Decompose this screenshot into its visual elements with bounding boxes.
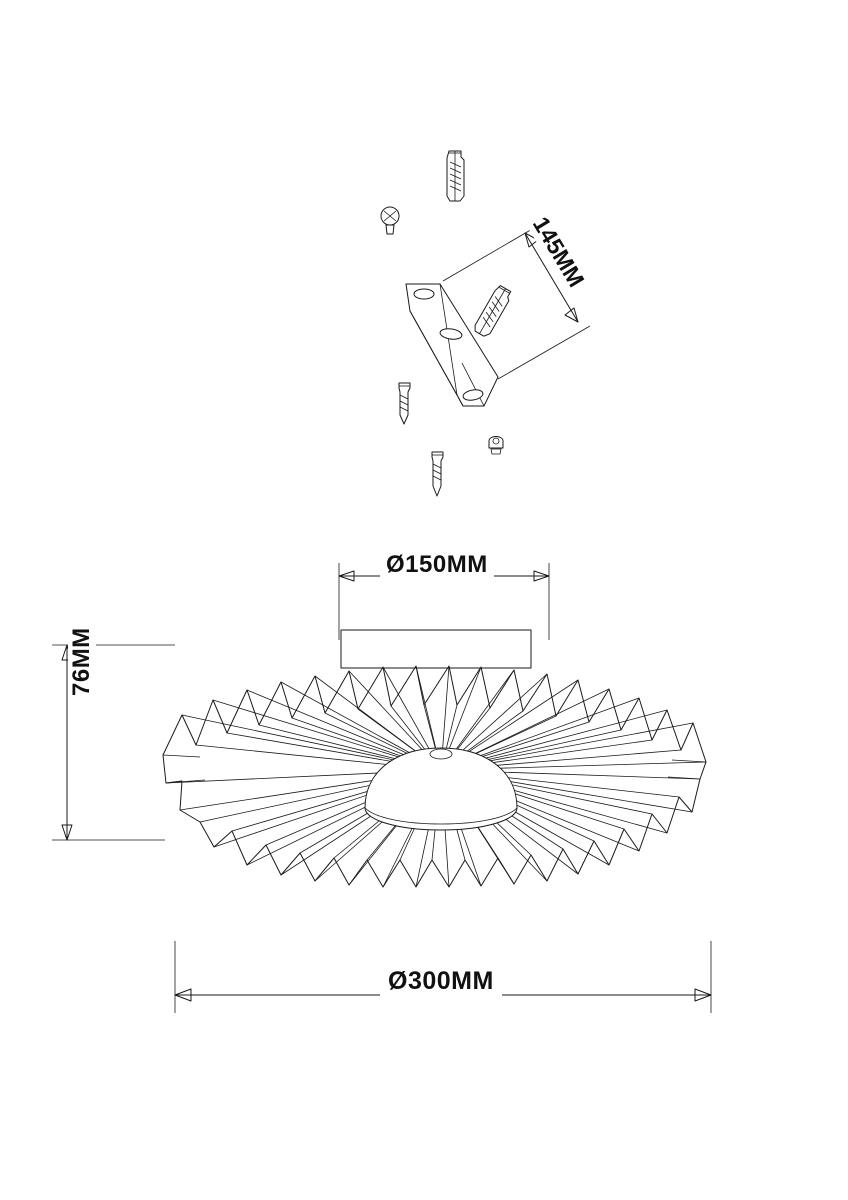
lamp-fixture bbox=[163, 630, 706, 887]
cap-nut-part bbox=[489, 437, 503, 455]
wood-screw-bottom-part bbox=[432, 452, 443, 496]
dim-label-fixture-height: 76MM bbox=[68, 623, 96, 700]
dim-label-bracket-length: 145MM bbox=[525, 210, 591, 295]
dim-label-fixture-diameter: Ø300MM bbox=[388, 967, 494, 995]
machine-screw-part bbox=[381, 207, 399, 234]
wood-screw-left-part bbox=[399, 383, 410, 424]
dim-label-fixture-diameter-wrap bbox=[380, 967, 502, 996]
wall-anchor-top-part bbox=[447, 151, 464, 201]
dim-label-fixture-height-wrap bbox=[68, 623, 96, 700]
dim-label-mount-plate-diameter: Ø150MM bbox=[386, 551, 488, 578]
dim-label-mount-plate-diameter-wrap bbox=[380, 551, 494, 579]
